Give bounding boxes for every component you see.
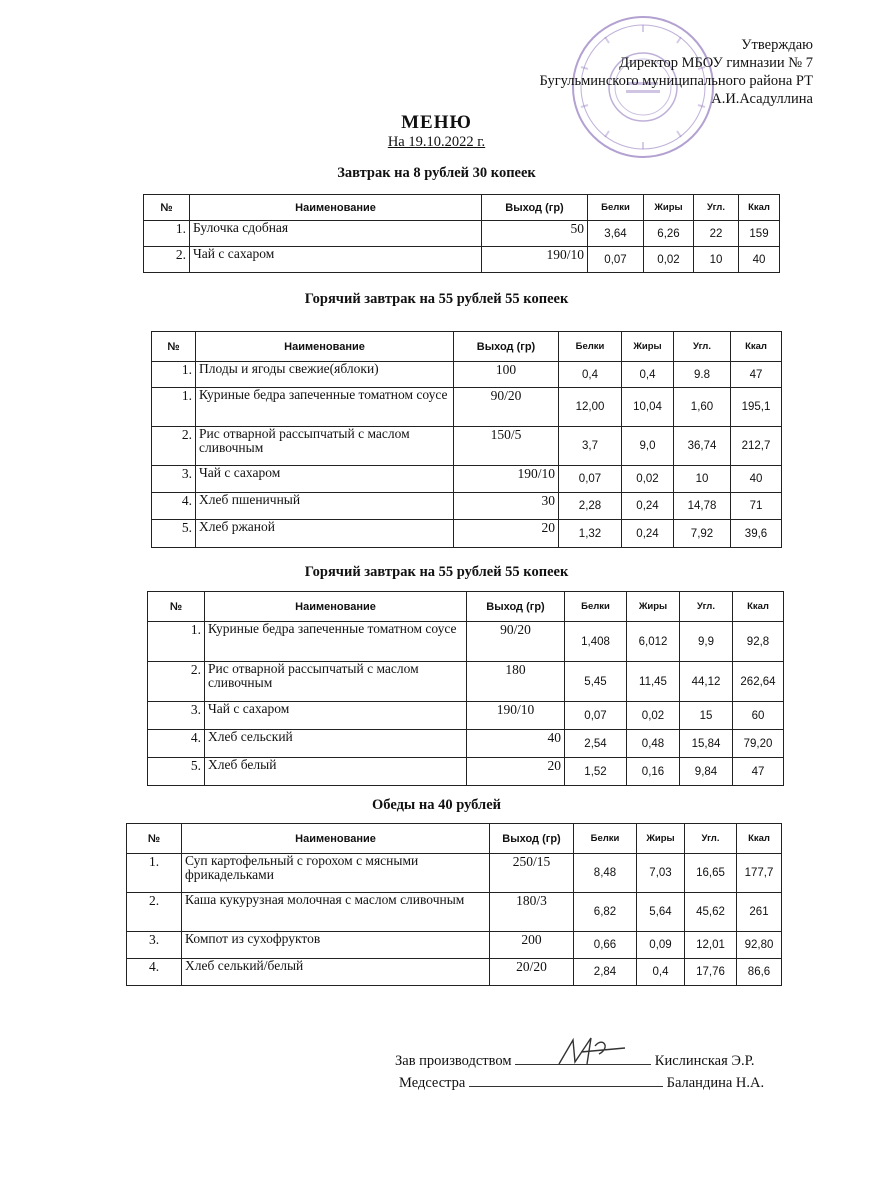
table-row — [144, 221, 780, 247]
header-protein: Белки — [559, 332, 622, 362]
signature-field — [469, 1072, 663, 1087]
dish-protein: 2,28 — [559, 493, 622, 520]
row-number: 1. — [152, 388, 196, 427]
row-number: 1. — [127, 854, 182, 893]
dish-output: 50 — [482, 221, 588, 247]
approval-line-4: А.И.Асадуллина — [711, 91, 813, 107]
approval-block — [540, 36, 814, 108]
dish-kcal: 86,6 — [737, 959, 782, 986]
dish-protein: 12,00 — [559, 388, 622, 427]
dish-carbs: 9,84 — [680, 758, 733, 786]
dish-name: Куриные бедра запеченные томатном соусе — [205, 622, 467, 662]
dish-name: Чай с сахаром — [190, 247, 482, 273]
dish-name: Булочка сдобная — [190, 221, 482, 247]
dish-carbs: 22 — [694, 221, 739, 247]
approval-line-3: Бугульминского муниципального района РТ — [539, 73, 813, 89]
dish-name: Рис отварной рассыпчатый с маслом сливочным — [205, 662, 467, 702]
dish-fat: 9,0 — [622, 427, 674, 466]
table-row — [152, 466, 782, 493]
dish-name: Хлеб селький/белый — [182, 959, 490, 986]
header-carbs: Угл. — [674, 332, 731, 362]
header-fat: Жиры — [627, 592, 680, 622]
dish-output: 20 — [467, 758, 565, 786]
dish-protein: 5,45 — [565, 662, 627, 702]
header-carbs: Угл. — [694, 195, 739, 221]
dish-name: Каша кукурузная молочная с маслом сливочным — [182, 893, 490, 932]
row-number: 4. — [127, 959, 182, 986]
header-name: Наименование — [196, 332, 454, 362]
table-row — [127, 959, 782, 986]
table-row — [152, 362, 782, 388]
signature-line-production — [395, 1050, 754, 1070]
dish-protein: 0,07 — [588, 247, 644, 273]
dish-kcal: 159 — [739, 221, 780, 247]
dish-carbs: 15,84 — [680, 730, 733, 758]
header-protein: Белки — [565, 592, 627, 622]
table-row — [152, 520, 782, 548]
header-name: Наименование — [190, 195, 482, 221]
table-row — [148, 758, 784, 786]
table-row — [148, 730, 784, 758]
dish-kcal: 79,20 — [733, 730, 784, 758]
dish-output: 190/10 — [467, 702, 565, 730]
dish-kcal: 177,7 — [737, 854, 782, 893]
dish-name: Чай с сахаром — [196, 466, 454, 493]
dish-name: Чай с сахаром — [205, 702, 467, 730]
dish-protein: 2,84 — [574, 959, 637, 986]
dish-fat: 6,012 — [627, 622, 680, 662]
dish-output: 30 — [454, 493, 559, 520]
dish-output: 190/10 — [482, 247, 588, 273]
dish-name: Хлеб пшеничный — [196, 493, 454, 520]
header-number: № — [148, 592, 205, 622]
signature-role: Зав производством — [395, 1053, 512, 1069]
row-number: 2. — [152, 427, 196, 466]
dish-carbs: 7,92 — [674, 520, 731, 548]
row-number: 4. — [148, 730, 205, 758]
header-output: Выход (гр) — [454, 332, 559, 362]
dish-name: Хлеб белый — [205, 758, 467, 786]
row-number: 1. — [148, 622, 205, 662]
dish-protein: 1,52 — [565, 758, 627, 786]
header-fat: Жиры — [637, 824, 685, 854]
table-row — [127, 932, 782, 959]
dish-name: Рис отварной рассыпчатый с маслом сливочным — [196, 427, 454, 466]
section-title: Обеды на 40 рублей — [372, 797, 501, 813]
dish-name: Куриные бедра запеченные томатном соусе — [196, 388, 454, 427]
dish-protein: 8,48 — [574, 854, 637, 893]
header-output: Выход (гр) — [467, 592, 565, 622]
dish-name: Плоды и ягоды свежие(яблоки) — [196, 362, 454, 388]
row-number: 1. — [144, 221, 190, 247]
header-protein: Белки — [588, 195, 644, 221]
header-kcal: Ккал — [733, 592, 784, 622]
dish-carbs: 44,12 — [680, 662, 733, 702]
header-carbs: Угл. — [685, 824, 737, 854]
row-number: 5. — [148, 758, 205, 786]
approval-line-2: Директор МБОУ гимназии № 7 — [619, 55, 813, 71]
dish-fat: 11,45 — [627, 662, 680, 702]
dish-output: 20/20 — [490, 959, 574, 986]
dish-protein: 0,4 — [559, 362, 622, 388]
header-kcal: Ккал — [731, 332, 782, 362]
table-row — [148, 662, 784, 702]
dish-output: 100 — [454, 362, 559, 388]
dish-fat: 0,4 — [622, 362, 674, 388]
header-carbs: Угл. — [680, 592, 733, 622]
menu-table — [126, 823, 782, 986]
dish-kcal: 92,80 — [737, 932, 782, 959]
handwritten-signature-icon — [551, 1034, 631, 1068]
dish-carbs: 12,01 — [685, 932, 737, 959]
dish-protein: 0,07 — [559, 466, 622, 493]
dish-carbs: 17,76 — [685, 959, 737, 986]
dish-protein: 3,7 — [559, 427, 622, 466]
table-row — [152, 388, 782, 427]
dish-output: 90/20 — [454, 388, 559, 427]
header-fat: Жиры — [622, 332, 674, 362]
dish-carbs: 9,9 — [680, 622, 733, 662]
dish-kcal: 212,7 — [731, 427, 782, 466]
header-name: Наименование — [205, 592, 467, 622]
dish-kcal: 47 — [731, 362, 782, 388]
dish-fat: 0,02 — [644, 247, 694, 273]
dish-kcal: 40 — [739, 247, 780, 273]
dish-output: 150/5 — [454, 427, 559, 466]
row-number: 5. — [152, 520, 196, 548]
table-row — [127, 893, 782, 932]
header-output: Выход (гр) — [490, 824, 574, 854]
dish-output: 200 — [490, 932, 574, 959]
menu-table — [151, 331, 782, 548]
dish-fat: 0,24 — [622, 493, 674, 520]
table-row — [144, 247, 780, 273]
dish-protein: 1,32 — [559, 520, 622, 548]
signature-role: Медсестра — [399, 1075, 466, 1091]
dish-kcal: 60 — [733, 702, 784, 730]
row-number: 3. — [152, 466, 196, 493]
signature-field — [515, 1050, 651, 1065]
dish-fat: 6,26 — [644, 221, 694, 247]
header-number: № — [152, 332, 196, 362]
dish-carbs: 16,65 — [685, 854, 737, 893]
dish-name: Компот из сухофруктов — [182, 932, 490, 959]
dish-fat: 0,48 — [627, 730, 680, 758]
dish-name: Хлеб сельский — [205, 730, 467, 758]
dish-carbs: 14,78 — [674, 493, 731, 520]
dish-fat: 10,04 — [622, 388, 674, 427]
dish-fat: 0,02 — [627, 702, 680, 730]
header-output: Выход (гр) — [482, 195, 588, 221]
menu-table — [147, 591, 784, 786]
dish-carbs: 10 — [674, 466, 731, 493]
table-row — [152, 427, 782, 466]
row-number: 4. — [152, 493, 196, 520]
row-number: 1. — [152, 362, 196, 388]
dish-fat: 0,16 — [627, 758, 680, 786]
dish-fat: 0,24 — [622, 520, 674, 548]
section-title: Горячий завтрак на 55 рублей 55 копеек — [304, 564, 569, 580]
dish-output: 250/15 — [490, 854, 574, 893]
row-number: 2. — [148, 662, 205, 702]
page-title: МЕНЮ — [401, 112, 472, 133]
table-row — [127, 854, 782, 893]
dish-carbs: 15 — [680, 702, 733, 730]
dish-protein: 1,408 — [565, 622, 627, 662]
table-row — [148, 702, 784, 730]
dish-protein: 0,07 — [565, 702, 627, 730]
dish-kcal: 39,6 — [731, 520, 782, 548]
dish-output: 180/3 — [490, 893, 574, 932]
dish-kcal: 92,8 — [733, 622, 784, 662]
dish-output: 190/10 — [454, 466, 559, 493]
dish-protein: 3,64 — [588, 221, 644, 247]
dish-kcal: 40 — [731, 466, 782, 493]
header-kcal: Ккал — [739, 195, 780, 221]
header-number: № — [127, 824, 182, 854]
dish-kcal: 47 — [733, 758, 784, 786]
dish-carbs: 9.8 — [674, 362, 731, 388]
dish-kcal: 262,64 — [733, 662, 784, 702]
dish-fat: 5,64 — [637, 893, 685, 932]
dish-carbs: 36,74 — [674, 427, 731, 466]
dish-output: 40 — [467, 730, 565, 758]
row-number: 2. — [144, 247, 190, 273]
dish-protein: 2,54 — [565, 730, 627, 758]
dish-carbs: 1,60 — [674, 388, 731, 427]
dish-fat: 0,4 — [637, 959, 685, 986]
dish-output: 180 — [467, 662, 565, 702]
dish-protein: 0,66 — [574, 932, 637, 959]
dish-protein: 6,82 — [574, 893, 637, 932]
dish-fat: 7,03 — [637, 854, 685, 893]
dish-fat: 0,09 — [637, 932, 685, 959]
menu-table — [143, 194, 780, 273]
menu-date: На 19.10.2022 г. — [387, 134, 486, 150]
header-number: № — [144, 195, 190, 221]
header-fat: Жиры — [644, 195, 694, 221]
dish-output: 20 — [454, 520, 559, 548]
signature-name: Баландина Н.А. — [666, 1075, 765, 1091]
document-header — [0, 112, 873, 151]
signature-name: Кислинская Э.Р. — [654, 1053, 755, 1069]
dish-output: 90/20 — [467, 622, 565, 662]
dish-fat: 0,02 — [622, 466, 674, 493]
section-title: Горячий завтрак на 55 рублей 55 копеек — [304, 291, 569, 307]
header-protein: Белки — [574, 824, 637, 854]
row-number: 3. — [148, 702, 205, 730]
table-row — [148, 622, 784, 662]
dish-name: Суп картофельный с горохом с мясными фрикадельками — [182, 854, 490, 893]
dish-carbs: 10 — [694, 247, 739, 273]
dish-kcal: 71 — [731, 493, 782, 520]
table-row — [152, 493, 782, 520]
dish-name: Хлеб ржаной — [196, 520, 454, 548]
approval-line-1: Утверждаю — [741, 37, 813, 53]
section-title: Завтрак на 8 рублей 30 копеек — [337, 165, 536, 181]
header-name: Наименование — [182, 824, 490, 854]
header-kcal: Ккал — [737, 824, 782, 854]
dish-carbs: 45,62 — [685, 893, 737, 932]
row-number: 2. — [127, 893, 182, 932]
row-number: 3. — [127, 932, 182, 959]
dish-kcal: 261 — [737, 893, 782, 932]
dish-kcal: 195,1 — [731, 388, 782, 427]
signature-line-nurse — [399, 1072, 764, 1092]
